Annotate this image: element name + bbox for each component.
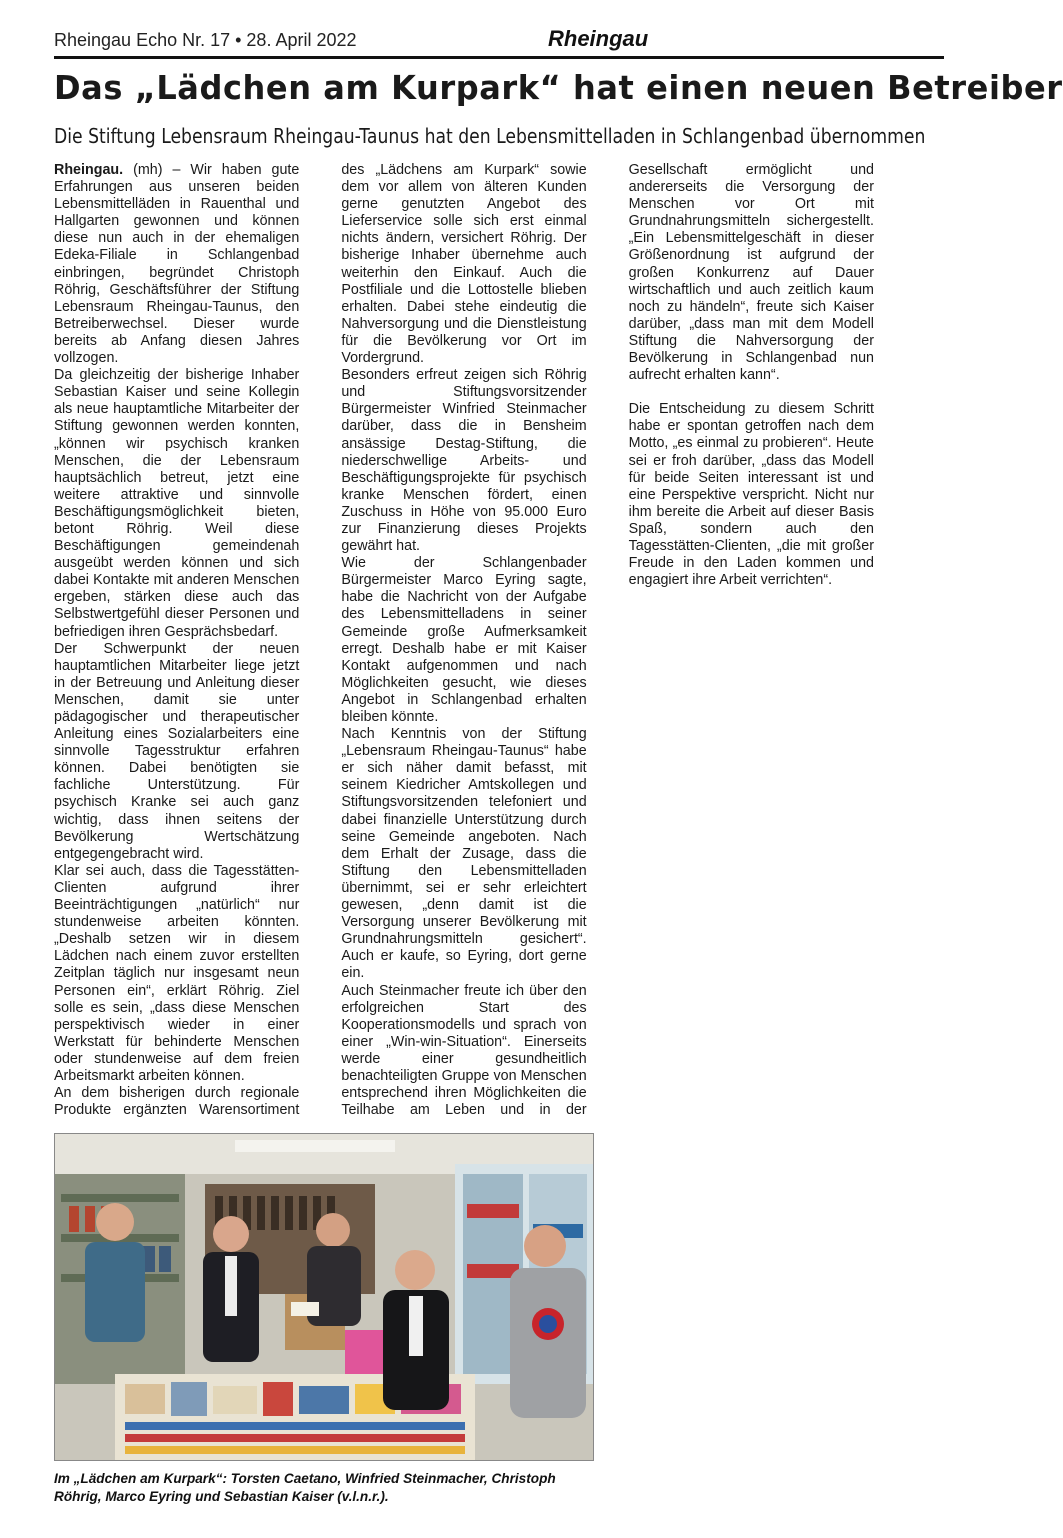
dateline: Rheingau.	[54, 162, 124, 178]
paragraph: Besonders erfreut zeigen sich Röhrig und Stiftungsvorsitzender Bürgermeister Winfried Steinmacher darüber, dass die in Bensheim ansässige Destag-Stiftung, die niederschwellige Arbeits- und Beschäftigungsprojekte für psychisch kranke Menschen fördert, einen Zuschuss in Höhe von 95.000 Euro zur Finanzierung dieses Projekts gewährt hat.	[341, 367, 587, 555]
section-label: Rheingau	[548, 26, 649, 51]
headline: Das „Lädchen am Kurpark“ hat einen neuen Betreiber	[54, 68, 1063, 107]
header-rule	[54, 56, 944, 59]
paragraph: Wie der Schlangenbader Bürgermeister Marco Eyring sagte, habe die Nachricht von der Aufgabe des Lebensmittelladens in seiner Gemeinde große Aufmerksamkeit erregt. Deshalb habe er mit Kaiser Kontakt aufgenommen und nach Möglichkeiten gesucht, wie dieses Angebot in Schlangenbad erhalten bleiben könnte.	[341, 555, 587, 725]
paragraph: Klar sei auch, dass die Tagesstätten-Clienten aufgrund ihrer Beeinträchtigungen „natürlich“ nur stundenweise arbeiten könnten. „Deshalb setzen wir in diesem Lädchen nach einem zuvor erstellten Zeitplan täglich nur insgesamt neun Personen ein“, erklärt Röhrig. Ziel solle es sein, „dass diese Menschen perspektivisch wieder in einer Werkstatt für behinderte Menschen oder stundenweise auf dem freien Arbeitsmarkt arbeiten können.	[54, 862, 300, 1084]
subheadline: Die Stiftung Lebensraum Rheingau-Taunus hat den Lebensmittelladen in Schlangenbad übernommen	[54, 124, 926, 148]
paragraph: Die Entscheidung zu diesem Schritt habe er spontan getroffen nach dem Motto, „es einmal zu probieren“. Heute sei er froh darüber, „dass das Modell für beide Seiten interessant ist und eine Perspektive verspricht. Nicht nur ihm bereite die Arbeit auf dieser Basis Spaß, sondern auch den Tagesstätten-Clienten, „die mit großer Freude in den Laden kommen und engagiert ihre Arbeit verrichten“.	[628, 401, 874, 589]
shop-photo	[54, 1133, 594, 1461]
paragraph: Da gleichzeitig der bisherige Inhaber Sebastian Kaiser und seine Kollegin als neue hauptamtliche Mitarbeiter der Stiftung gewonnen werden konnten, „können wir psychisch kranken Menschen, die der Lebensraum hauptsächlich betreut, jetzt eine weitere attraktive und sinnvolle Beschäftigungsmöglichkeit bieten, betont Röhrig. Weil diese Beschäftigungen gemeindenah ausgeübt werden können und sich dabei Kontakte mit anderen Menschen ergeben, stärken diese auch das Selbstwertgefühl dieser Personen und befriedigen ihren Gesprächsbedarf.	[54, 367, 300, 640]
paragraph	[54, 162, 299, 367]
shop-photo-illustration	[55, 1134, 593, 1460]
article-body	[54, 162, 874, 1127]
paragraph: Nach Kenntnis von der Stiftung „Lebensraum Rheingau-Taunus“ habe er sich näher damit befasst, mit seinem Kiedricher Amtskollegen und Stiftungsvorsitzenden telefoniert und dabei finanzielle Unterstützung durch seine Gemeinde angeboten. Nach dem Erhalt der Zusage, dass die Stiftung den Lebensmittelladen übernimmt, sei er sehr erleichtert gewesen, „denn damit ist die Versorgung unserer Bevölkerung mit Grundnahrungsmitteln gesichert“. Auch er kaufe, so Eyring, dort gerne ein.	[341, 726, 587, 982]
paragraph: Der Schwerpunkt der neuen hauptamtlichen Mitarbeiter liege jetzt in der Betreuung und Anleitung dieser Menschen, damit sie unter pädagogischer und therapeutischer Anleitung eines Sozialarbeiters eine sinnvolle Tagesstruktur erfahren können. Dabei benötigten sie fachliche Unterstützung. Für psychisch Kranke sei auch ganz wichtig, dass ihnen seitens der Bevölkerung Wertschätzung entgegengebracht wird.	[54, 640, 300, 862]
paragraph-text: (mh) – Wir haben gute Erfahrungen aus unseren beiden Lebensmittelläden in Rauenthal und Hallgarten gewonnen und können diese nun auch in der ehemaligen Edeka-Filiale in Schlangenbad einbringen, begründet Christoph Röhrig, Geschäftsführer der Stiftung Lebensraum Rheingau-Taunus, den Betreiberwechsel. Dieser wurde bereits ab Anfang diesen Jahres vollzogen.	[54, 162, 300, 367]
issue-line: Rheingau Echo Nr. 17 • 28. April 2022	[54, 30, 357, 50]
photo-caption: Im „Lädchen am Kurpark“: Torsten Caetano, Winfried Steinmacher, Christoph Röhrig, Marco Eyring und Sebastian Kaiser (v.l.n.r.).	[54, 1471, 556, 1504]
page-header	[54, 22, 944, 56]
paragraph: An dem bisherigen durch regionale Produkte ergänzten Warensortiment des „Lädchens am Kurpark“ sowie dem vor allem von älteren Kunden gerne genutzten Angebot des Lieferservice solle sich erst einmal nichts ändern, versichert Röhrig. Der bisherige Inhaber übernehme auch weiterhin den Einkauf. Auch die Postfiliale und die Lottostelle blieben erhalten. Dabei stehe eindeutig die Nahversorgung und die Dienstleistung für die Bevölkerung vor Ort im Vordergrund.	[54, 162, 587, 1119]
paragraph: Auch Steinmacher freute ich über den erfolgreichen Start des Kooperationsmodells und sprach von einer „Win-win-Situation“. Einerseits werde einer gesundheitlich benachteiligten Gruppe von Menschen entsprechend ihren Möglichkeiten die Teilhabe am Leben und in der Gesellschaft ermöglicht und andererseits die Versorgung der Menschen vor Ort mit Grundnahrungsmitteln sichergestellt. „Ein Lebensmittelgeschäft in dieser Größenordnung ist aufgrund der großen Konkurrenz auf Dauer wirtschaftlich und auch zeitlich kaum noch zu händeln“, freute sich Kaiser darüber, „dass man mit dem Modell Stiftung die Nahversorgung der Bevölkerung in Schlangenbad nun aufrecht erhalten kann“.	[341, 162, 874, 1119]
